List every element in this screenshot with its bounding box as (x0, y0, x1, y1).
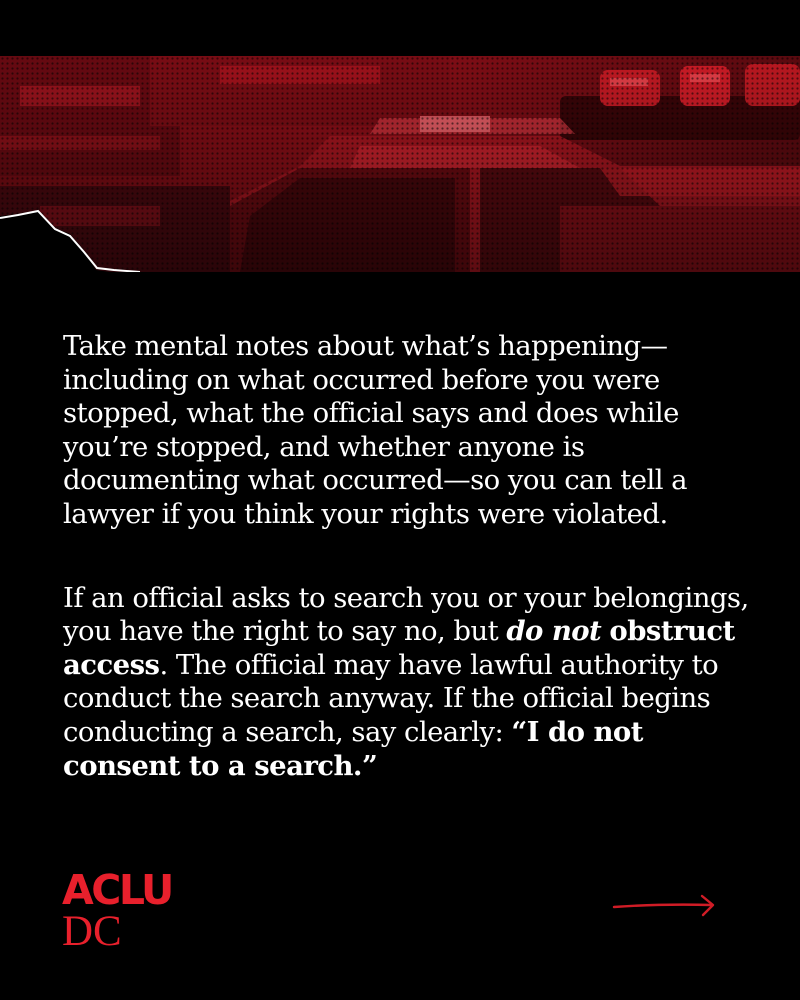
obstruct-access-emphasis: obstruct access (63, 615, 735, 681)
paragraph-search-rights (63, 582, 763, 784)
paragraph-mental-notes: Take mental notes about what’s happening—including on what occurred before you were stopped, what the official says and does while you’re stopped, and whether anyone is documenting what occurred—so you can tell a lawyer if you think your rights were violated. (63, 330, 688, 530)
logo-dc-text: DC (62, 908, 122, 955)
arrow-right-icon (612, 890, 716, 922)
do-not-emphasis: do not (506, 615, 602, 648)
hero-image (0, 56, 800, 272)
logo-aclu-text: ACLU (62, 866, 172, 914)
police-car-image (0, 56, 800, 272)
p2-text-2: . The official may have lawful authority to conduct the search anyway. If the official begins conducting a search, say clearly: (63, 648, 719, 748)
body-copy (63, 330, 763, 783)
next-slide-button[interactable] (612, 890, 716, 922)
aclu-dc-logo (62, 868, 192, 958)
p2-text-1: If an official asks to search you or your belongings, you have the right to say no, but (63, 581, 749, 648)
consent-quote: “I do not consent to a search.” (63, 715, 643, 782)
